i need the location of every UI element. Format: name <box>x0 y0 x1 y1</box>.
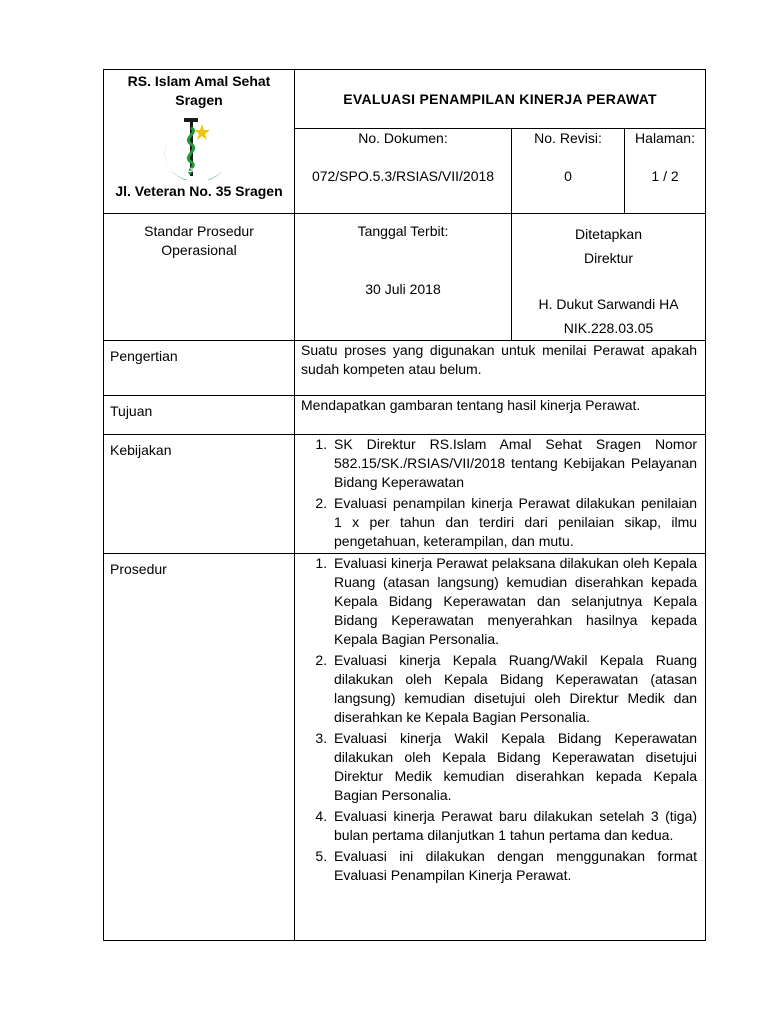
list-item: 3. Evaluasi kinerja Wakil Kepala Bidang Keperawatan dilakukan oleh Kepala Bidang Keperawatan disetujui Direktur Medik kemudian diserahkan kepada Kepala Bagian Personalia. <box>331 729 697 805</box>
sop-label: Standar Prosedur Operasional <box>144 223 254 258</box>
approval-cell <box>512 214 706 341</box>
issue-date-label: Tanggal Terbit: <box>357 223 449 239</box>
page-cell <box>625 129 706 214</box>
doc-number-cell <box>295 129 512 214</box>
pengertian-text: Suatu proses yang digunakan untuk menilai Perawat apakah sudah kompeten atau belum. <box>295 341 706 396</box>
tujuan-text: Mendapatkan gambaran tentang hasil kinerja Perawat. <box>295 396 706 435</box>
list-item: 2. Evaluasi kinerja Kepala Ruang/Wakil Kepala Ruang dilakukan oleh Kepala Bidang Keperawatan (atasan langsung) kemudian disetujui oleh Direktur Medik dan diserahkan ke Kepala Bagian Personalia. <box>331 651 697 727</box>
pengertian-label: Pengertian <box>104 341 295 396</box>
revision-cell <box>512 129 625 214</box>
hospital-address: Jl. Veteran No. 35 Sragen <box>115 183 283 199</box>
approved-name: H. Dukut Sarwandi HA <box>538 296 679 312</box>
issue-date-value: 30 Juli 2018 <box>365 281 441 297</box>
kebijakan-label: Kebijakan <box>104 435 295 554</box>
hospital-name: RS. Islam Amal Sehat Sragen <box>127 73 271 108</box>
revision-label: No. Revisi: <box>534 130 602 146</box>
kebijakan-cell <box>295 435 706 554</box>
hospital-logo <box>154 114 244 180</box>
issue-date-cell <box>295 214 512 341</box>
document-title: EVALUASI PENAMPILAN KINERJA PERAWAT <box>295 70 706 129</box>
kebijakan-list <box>301 435 697 551</box>
page-label: Halaman: <box>635 130 695 146</box>
prosedur-label: Prosedur <box>104 554 295 941</box>
tujuan-label: Tujuan <box>104 396 295 435</box>
list-item: 2. Evaluasi penampilan kinerja Perawat dilakukan penilaian 1 x per tahun dan terdiri dari penilaian sikap, ilmu pengetahuan, keterampilan, dan mutu. <box>331 494 697 551</box>
list-item: 4. Evaluasi kinerja Perawat baru dilakukan setelah 3 (tiga) bulan pertama dilanjutkan 1 tahun pertama dan kedua. <box>331 807 697 845</box>
prosedur-list <box>301 554 697 885</box>
doc-number-label: No. Dokumen: <box>358 130 448 146</box>
revision-value: 0 <box>564 168 572 184</box>
hospital-identity-cell <box>104 70 295 214</box>
prosedur-cell <box>295 554 706 941</box>
list-item: 5. Evaluasi ini dilakukan dengan menggunakan format Evaluasi Penampilan Kinerja Perawat. <box>331 847 697 885</box>
approved-label: Ditetapkan <box>575 226 642 242</box>
page-value: 1 / 2 <box>651 168 679 184</box>
approved-nik: NIK.228.03.05 <box>563 320 654 336</box>
sop-document-table <box>103 69 706 941</box>
logo-arabic-text: عمل صحة <box>184 165 228 175</box>
approved-role: Direktur <box>584 250 634 266</box>
list-item: 1. Evaluasi kinerja Perawat pelaksana dilakukan oleh Kepala Ruang (atasan langsung) kemudian diserahkan kepada Kepala Bidang Keperawatan dan selanjutnya Kepala Bidang Keperawatan menyerahkan hasilnya kepada Kepala Bagian Personalia. <box>331 554 697 649</box>
doc-number-value: 072/SPO.5.3/RSIAS/VII/2018 <box>311 168 495 184</box>
list-item: 1. SK Direktur RS.Islam Amal Sehat Sragen Nomor 582.15/SK./RSIAS/VII/2018 tentang Kebijakan Pelayanan Bidang Keperawatan <box>331 435 697 492</box>
sop-label-cell <box>104 214 295 341</box>
